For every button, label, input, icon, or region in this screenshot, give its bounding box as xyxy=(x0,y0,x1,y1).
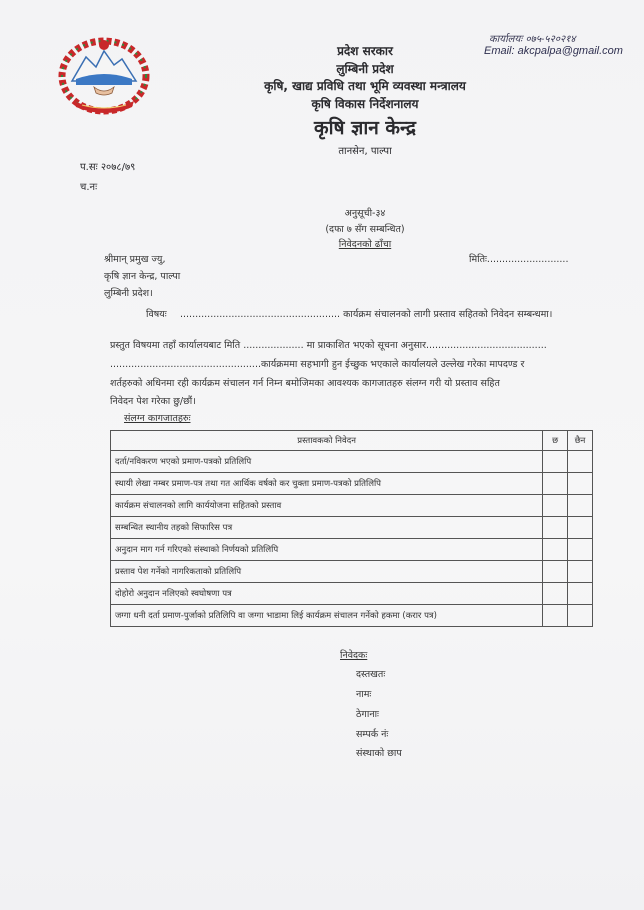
document-cell: स्थायी लेखा नम्बर प्रमाण-पत्र तथा गत आर्थिक वर्षको कर चुक्ता प्रमाण-पत्रको प्रतिलिपि xyxy=(111,473,543,495)
document-cell: प्रस्ताव पेश गर्नेको नागरिकताको प्रतिलिपि xyxy=(111,561,543,583)
form-title-wrap xyxy=(200,237,530,250)
no-checkbox-cell[interactable] xyxy=(568,583,593,605)
section-reference: (दफा ७ सँग सम्बन्धित) xyxy=(325,224,405,235)
no-checkbox-cell[interactable] xyxy=(568,495,593,517)
table-row xyxy=(111,583,593,605)
table-row xyxy=(111,605,593,627)
yes-checkbox-cell[interactable] xyxy=(543,583,568,605)
no-checkbox-cell[interactable] xyxy=(568,473,593,495)
office-email: Email: akcpalpa@gmail.com xyxy=(484,45,623,57)
nepal-emblem-icon xyxy=(54,35,154,117)
office-location: तानसेन, पाल्पा xyxy=(338,146,392,157)
addressee-line-1: श्रीमान् प्रमुख ज्यु, xyxy=(104,254,166,265)
office-phone: कार्यालयः ०७५-५२०२१४ xyxy=(489,34,576,45)
no-checkbox-cell[interactable] xyxy=(568,561,593,583)
table-header-row xyxy=(111,431,593,451)
no-checkbox-cell[interactable] xyxy=(568,517,593,539)
header-directorate: कृषि विकास निर्देशनालय xyxy=(311,97,419,111)
table-row xyxy=(111,495,593,517)
table-row xyxy=(111,539,593,561)
subject-label: विषयः xyxy=(146,309,167,320)
document-cell: दर्ता/नविकरण भएको प्रमाण-पत्रको प्रतिलिपि xyxy=(111,451,543,473)
yes-checkbox-cell[interactable] xyxy=(543,605,568,627)
no-checkbox-cell[interactable] xyxy=(568,539,593,561)
schedule-number: अनुसूची-३४ xyxy=(344,208,386,219)
header-government: प्रदेश सरकार xyxy=(337,44,393,58)
name-field: नामः xyxy=(356,689,372,700)
document-cell: दोहोरो अनुदान नलिएको स्वघोषणा पत्र xyxy=(111,583,543,605)
table-row xyxy=(111,517,593,539)
letter-number: प.सः २०७८/७९ xyxy=(80,162,136,173)
yes-checkbox-cell[interactable] xyxy=(543,495,568,517)
column-header-yes: छ xyxy=(543,431,568,451)
table-row xyxy=(111,561,593,583)
column-header-document: प्रस्तावकको निवेदन xyxy=(111,431,543,451)
office-title: कृषि ज्ञान केन्द्र xyxy=(314,117,416,139)
form-title: निवेदनको ढाँचा xyxy=(338,239,392,250)
document-cell: कार्यक्रम संचालनको लागि कार्ययोजना सहितको प्रस्ताव xyxy=(111,495,543,517)
signature-field: दस्तखतः xyxy=(356,669,386,680)
attachments-heading: संलग्न कागजातहरुः xyxy=(124,413,191,424)
dispatch-number: च.नः xyxy=(80,182,98,193)
table-row xyxy=(111,473,593,495)
body-line-3: शर्तहरुको अधिनमा रही कार्यक्रम संचालन गर्न निम्न बमोजिमका आवश्यक कागजातहरु संलग्न गरी यो प्रस्ताव सहित xyxy=(110,378,500,389)
document-cell: जग्गा धनी दर्ता प्रमाण-पुर्जाको प्रतिलिपि वा जग्गा भाडामा लिई कार्यक्रम संचालन गर्नेको हकमा (करार पत्र) xyxy=(111,605,543,627)
yes-checkbox-cell[interactable] xyxy=(543,561,568,583)
subject-text: ..................................................... कार्यक्रम संचालनको लागी प्रस्ताव सहितको निवेदन सम्बन्धमा। xyxy=(180,309,553,320)
header-province: लुम्बिनी प्रदेश xyxy=(336,62,394,76)
date-field: मितिः........................... xyxy=(469,254,569,265)
address-field: ठेगानाः xyxy=(356,709,379,720)
addressee-line-2: कृषि ज्ञान केन्द्र, पाल्पा xyxy=(104,271,181,282)
yes-checkbox-cell[interactable] xyxy=(543,539,568,561)
document-cell: सम्बन्धित स्थानीय तहको सिफारिस पत्र xyxy=(111,517,543,539)
yes-checkbox-cell[interactable] xyxy=(543,473,568,495)
applicant-heading: निवेदकः xyxy=(340,650,368,661)
yes-checkbox-cell[interactable] xyxy=(543,451,568,473)
body-line-1: प्रस्तुत विषयमा तहाँ कार्यालयबाट मिति .................... मा प्राकाशित भएको सूचना अनुसार........................................ xyxy=(110,340,547,351)
document-cell: अनुदान माग गर्न गरिएको संस्थाको निर्णयको प्रतिलिपि xyxy=(111,539,543,561)
organization-stamp-field: संस्थाको छाप xyxy=(356,748,402,759)
body-line-4: निवेदन पेश गरेका छु/छौं। xyxy=(110,396,196,407)
addressee-line-3: लुम्बिनी प्रदेश। xyxy=(104,288,153,299)
no-checkbox-cell[interactable] xyxy=(568,605,593,627)
body-line-2: ..................................................कार्यक्रममा सहभागी हुन ईच्छुक भएकाले कार्यालयले उल्लेख गरेका मापदण्ड र xyxy=(110,359,525,370)
table-row xyxy=(111,451,593,473)
contact-number-field: सम्पर्क नंः xyxy=(356,729,389,740)
attachments-table xyxy=(110,430,593,627)
no-checkbox-cell[interactable] xyxy=(568,451,593,473)
header-ministry: कृषि, खाद्य प्रविधि तथा भूमि व्यवस्था मन्त्रालय xyxy=(264,79,466,93)
yes-checkbox-cell[interactable] xyxy=(543,517,568,539)
column-header-no: छैन xyxy=(568,431,593,451)
